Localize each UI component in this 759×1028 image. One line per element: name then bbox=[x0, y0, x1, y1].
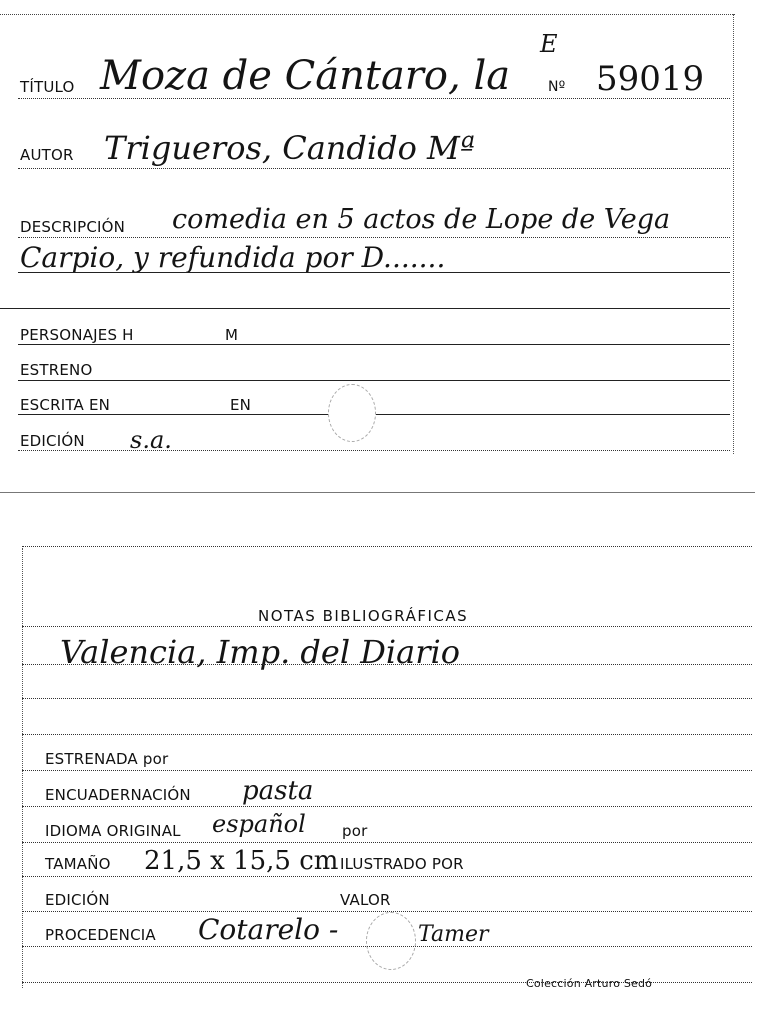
personajes-line bbox=[18, 344, 730, 345]
idioma-por-label: por bbox=[342, 822, 368, 840]
descripcion-line-1 bbox=[18, 237, 730, 238]
personajes-m-label: M bbox=[225, 326, 239, 344]
card-top-border bbox=[0, 14, 735, 15]
numero-label: Nº bbox=[548, 79, 566, 95]
estrenada-line bbox=[22, 770, 752, 771]
descripcion-line-2 bbox=[18, 272, 730, 273]
estrenada-label: ESTRENADA por bbox=[45, 750, 169, 768]
stamp-smudge-bottom bbox=[366, 912, 416, 970]
titulo-label: TÍTULO bbox=[20, 78, 75, 96]
descripcion-line-3 bbox=[0, 308, 730, 309]
encuadernacion-label: ENCUADERNACIÓN bbox=[45, 786, 191, 804]
autor-label: AUTOR bbox=[20, 146, 74, 164]
tamano-value: 21,5 x 15,5 cm bbox=[144, 846, 339, 876]
edicion-bottom-label: EDICIÓN bbox=[45, 891, 110, 909]
estreno-line bbox=[18, 380, 730, 381]
card-bottom-border bbox=[22, 546, 752, 547]
edicion-top-value: s.a. bbox=[130, 426, 172, 454]
card-top-bottom-border bbox=[0, 492, 755, 493]
encuadernacion-value: pasta bbox=[242, 776, 314, 806]
numero-value: 59019 bbox=[596, 59, 705, 99]
escrita-en-en-label: EN bbox=[230, 396, 252, 414]
edicion-top-line bbox=[18, 450, 730, 451]
card-top-right-edge bbox=[733, 14, 734, 454]
procedencia-line bbox=[22, 946, 752, 947]
notas-heading: NOTAS BIBLIOGRÁFICAS bbox=[258, 607, 469, 625]
titulo-mark: E bbox=[540, 30, 558, 58]
procedencia-label: PROCEDENCIA bbox=[45, 926, 156, 944]
idioma-line bbox=[22, 842, 752, 843]
titulo-line bbox=[18, 98, 730, 99]
idioma-value: español bbox=[212, 810, 306, 838]
encuadernacion-line bbox=[22, 806, 752, 807]
escrita-en-label: ESCRITA EN bbox=[20, 396, 111, 414]
ilustrado-label: ILUSTRADO POR bbox=[340, 855, 464, 873]
collection-footer: Colección Arturo Sedó bbox=[526, 977, 653, 990]
edicion-top-label: EDICIÓN bbox=[20, 432, 85, 450]
card-bottom-left-edge bbox=[22, 548, 23, 988]
descripcion-label: DESCRIPCIÓN bbox=[20, 218, 126, 236]
notas-line1-value: Valencia, Imp. del Diario bbox=[60, 633, 461, 671]
autor-line bbox=[18, 168, 730, 169]
notas-line-4 bbox=[22, 734, 752, 735]
personajes-label: PERSONAJES H bbox=[20, 326, 134, 344]
estreno-label: ESTRENO bbox=[20, 361, 93, 379]
descripcion-line1: comedia en 5 actos de Lope de Vega bbox=[172, 204, 671, 235]
autor-value: Trigueros, Candido Mª bbox=[104, 129, 476, 167]
tamano-label: TAMAÑO bbox=[45, 855, 111, 873]
procedencia-value2: Tamer bbox=[418, 922, 489, 947]
procedencia-value: Cotarelo - bbox=[198, 913, 339, 946]
tamano-line bbox=[22, 876, 752, 877]
notas-line-2 bbox=[22, 664, 752, 665]
descripcion-line2: Carpio, y refundida por D....... bbox=[20, 241, 446, 274]
notas-line-3 bbox=[22, 698, 752, 699]
notas-line-1 bbox=[22, 626, 752, 627]
valor-label: VALOR bbox=[340, 891, 391, 909]
stamp-smudge-top bbox=[328, 384, 376, 442]
titulo-value: Moza de Cántaro, la bbox=[100, 53, 511, 99]
idioma-label: IDIOMA ORIGINAL bbox=[45, 822, 181, 840]
